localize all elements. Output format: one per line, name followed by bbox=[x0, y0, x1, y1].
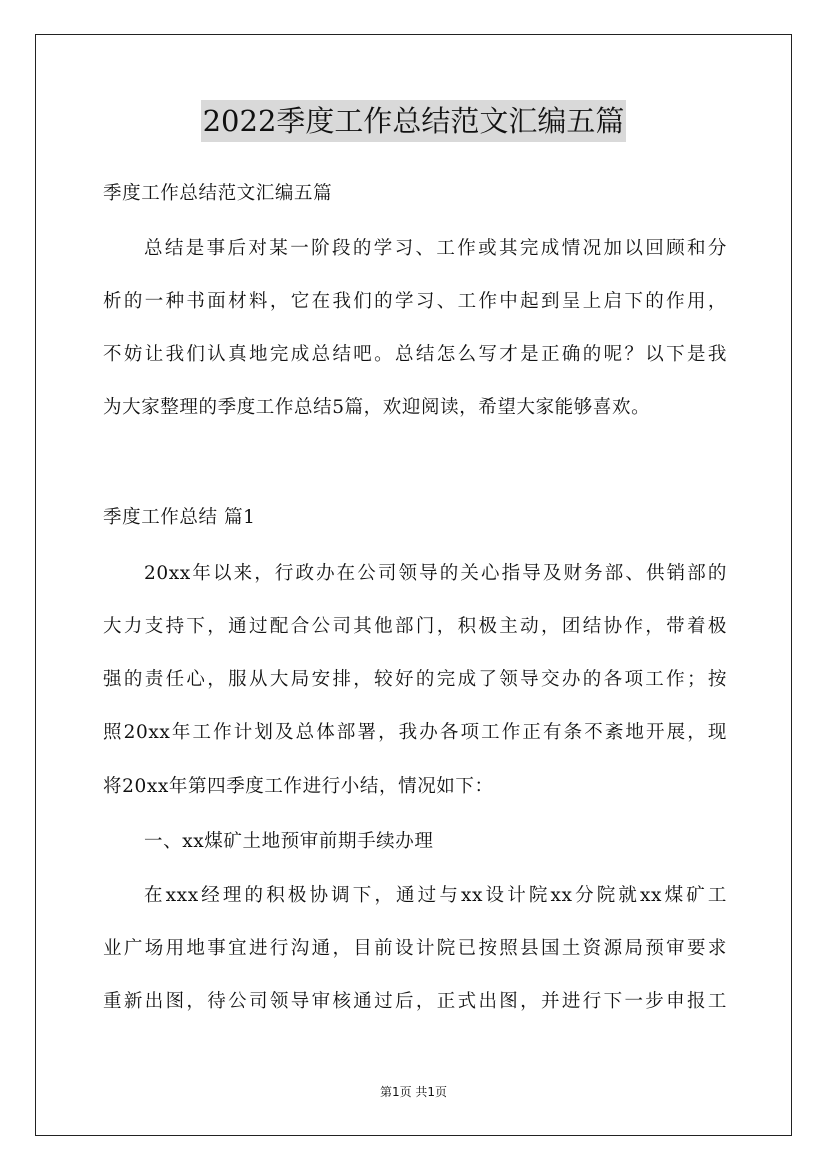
intro-paragraph-line: 为大家整理的季度工作总结5篇，欢迎阅读，希望大家能够喜欢。 bbox=[103, 397, 651, 418]
item-heading: 一、xx煤矿土地预审前期手续办理 bbox=[144, 831, 434, 852]
document-subtitle: 季度工作总结范文汇编五篇 bbox=[103, 183, 333, 204]
item-paragraph-line: 业广场用地事宜进行沟通，目前设计院已按照县国土资源局预审要求 bbox=[103, 938, 727, 959]
section-paragraph-line: 强的责任心，服从大局安排，较好的完成了领导交办的各项工作；按 bbox=[103, 669, 727, 690]
document-title: 2022季度工作总结范文汇编五篇 bbox=[201, 100, 627, 142]
item-paragraph-line: 重新出图，待公司领导审核通过后，正式出图，并进行下一步申报工 bbox=[103, 991, 727, 1012]
intro-paragraph-line: 总结是事后对某一阶段的学习、工作或其完成情况加以回顾和分 bbox=[144, 238, 727, 259]
section-heading: 季度工作总结 篇1 bbox=[103, 507, 256, 528]
intro-paragraph-line: 不妨让我们认真地完成总结吧。总结怎么写才是正确的呢？以下是我 bbox=[103, 344, 727, 365]
section-paragraph-line: 将20xx年第四季度工作进行小结，情况如下： bbox=[103, 776, 494, 797]
page-footer: 第1页 共1页 bbox=[379, 1085, 448, 1099]
item-paragraph-line: 在xxx经理的积极协调下，通过与xx设计院xx分院就xx煤矿工 bbox=[144, 885, 727, 906]
section-paragraph-line: 20xx年以来，行政办在公司领导的关心指导及财务部、供销部的 bbox=[144, 563, 727, 584]
title-container bbox=[0, 100, 827, 142]
section-paragraph-line: 照20xx年工作计划及总体部署，我办各项工作正有条不紊地开展，现 bbox=[103, 722, 727, 743]
section-paragraph-line: 大力支持下，通过配合公司其他部门，积极主动，团结协作，带着极 bbox=[103, 616, 727, 637]
intro-paragraph-line: 析的一种书面材料，它在我们的学习、工作中起到呈上启下的作用， bbox=[103, 291, 727, 312]
